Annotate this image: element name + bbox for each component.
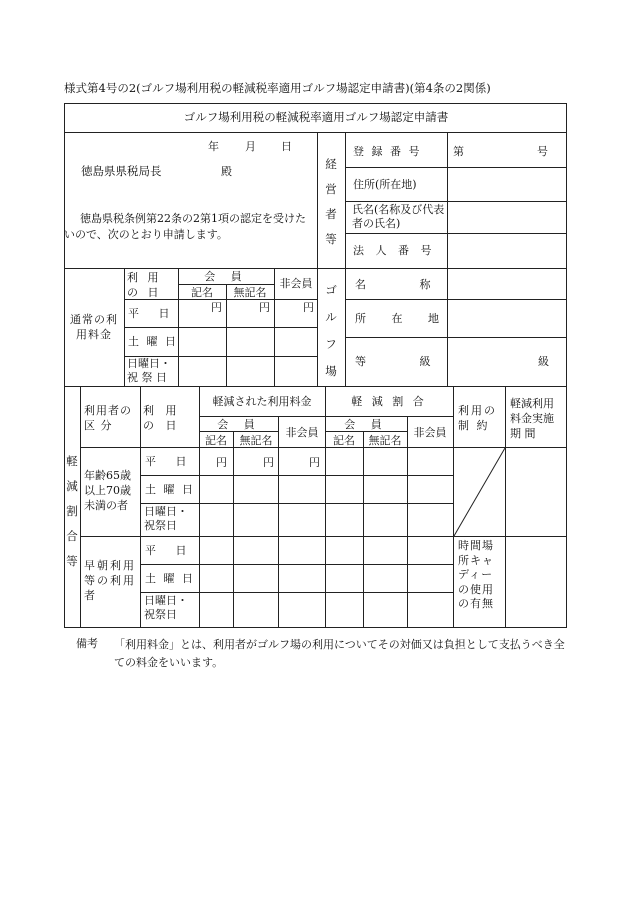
name-label: 氏名(名称及び代表者の氏名) (352, 203, 445, 230)
operator-label: 経 営 者 等 (325, 157, 337, 246)
yen-unit: 円 (303, 301, 314, 314)
yen-unit: 円 (309, 456, 320, 469)
reduced-fee-header: 軽減された利用料金 (212, 395, 312, 408)
registered-header: 記名 (191, 286, 213, 299)
period-header: 軽減利用料金実施期 間 (510, 397, 554, 440)
restriction-note: 時間場所キャディーの使用の有無 (458, 539, 494, 610)
registration-number-suffix: 号 (537, 145, 548, 158)
date-day: 日 (281, 140, 292, 153)
grade-suffix: 級 (538, 355, 549, 368)
member-header: 会 員 (204, 270, 248, 283)
reduction-use-day-header: 利 用 の 日 (143, 404, 181, 432)
remarks-text: 「利用料金」とは、利用者がゴルフ場の利用についてその対価又は負担として支払うべき全ての料金をいいます。 (114, 638, 565, 669)
normal-fee-label: 通常の利用料金 (70, 313, 118, 341)
reduced-registered: 記名 (205, 434, 227, 447)
unregistered-header: 無記名 (233, 286, 267, 299)
age-group-label: 年齢65歳以上70歳未満の者 (84, 469, 131, 512)
golf-name-label: 名 称 (355, 278, 431, 291)
form-title: ゴルフ場利用税の軽減税率適用ゴルフ場認定申請書 (183, 110, 449, 124)
saturday-row: 土 曜 日 (128, 335, 178, 348)
date-year: 年 (208, 140, 219, 153)
rate-unregistered: 無記名 (368, 434, 402, 447)
addressee: 徳島県県税局長 (81, 164, 162, 178)
rate-member-header: 会 員 (344, 418, 388, 431)
corporate-number-label: 法 人 番 号 (353, 244, 436, 257)
yen-unit: 円 (216, 456, 227, 469)
reduction-rate-header: 軽 減 割 合 (351, 395, 427, 408)
registration-number-label: 登 録 番 号 (353, 145, 422, 158)
form-heading: 様式第4号の2(ゴルフ場利用税の軽減税率適用ゴルフ場認定申請書)(第4条の2関係) (64, 81, 491, 95)
weekday-row: 平 日 (128, 307, 178, 320)
reduced-member-header: 会 員 (217, 418, 261, 431)
user-category-header: 利用者の区 分 (84, 404, 132, 432)
registration-number-prefix: 第 (453, 145, 464, 158)
honorific: 殿 (221, 165, 232, 178)
restriction-header: 利用の制 約 (458, 404, 497, 432)
request-text: 徳島県税条例第22条の2第1項の認定を受けたいので、次のとおり申請します。 (64, 212, 306, 241)
remarks-label: 備考 (76, 637, 98, 650)
early-group-label: 早朝利用等の利用 者 (84, 559, 136, 602)
use-day-header: 利 用 の 日 (127, 271, 162, 299)
yen-unit: 円 (259, 301, 270, 314)
g1-saturday: 土 曜 日 (145, 483, 195, 496)
reduced-unregistered: 無記名 (239, 434, 273, 447)
non-member-header: 非会員 (279, 277, 313, 290)
rate-registered: 記名 (333, 434, 355, 447)
g1-weekday: 平 日 (145, 455, 195, 468)
g2-weekday: 平 日 (145, 544, 195, 557)
holiday-row: 日曜日・祝 祭 日 (127, 357, 171, 384)
yen-unit: 円 (263, 456, 274, 469)
date-month: 月 (245, 140, 256, 153)
address-label: 住所(所在地) (353, 178, 417, 191)
g1-holiday: 日曜日・祝祭日 (144, 505, 188, 532)
golf-location-label: 所 在 地 (355, 312, 439, 325)
yen-unit: 円 (211, 301, 222, 314)
g2-holiday: 日曜日・祝祭日 (144, 594, 188, 621)
g2-saturday: 土 曜 日 (145, 572, 195, 585)
golf-grade-label: 等 級 (355, 355, 431, 368)
reduction-label: 軽 減 割 合 等 (66, 454, 78, 568)
reduced-non-member: 非会員 (285, 426, 319, 439)
rate-non-member: 非会員 (413, 426, 447, 439)
golf-course-label: ゴ ル フ 場 (325, 283, 337, 378)
